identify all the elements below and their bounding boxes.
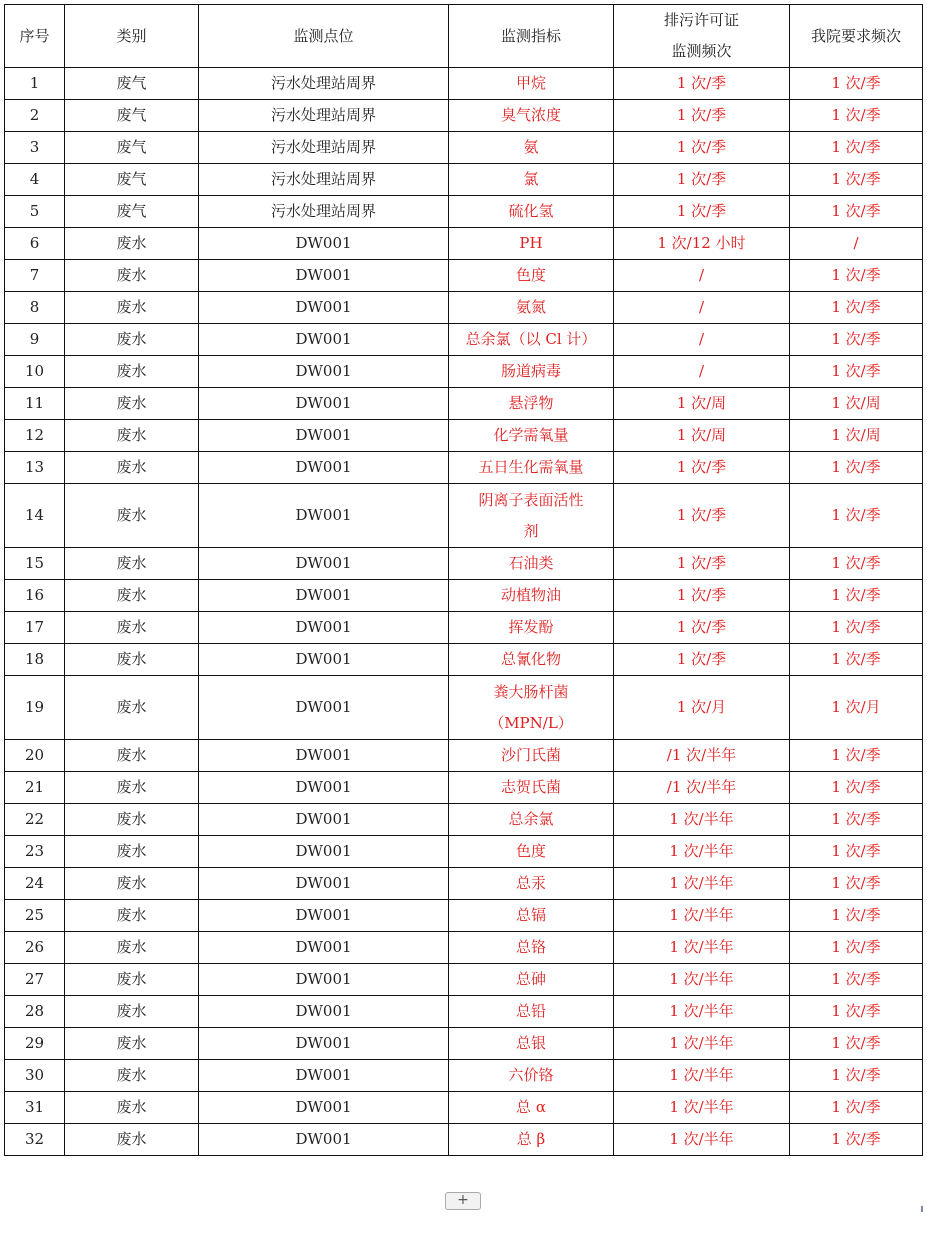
row-permit-frequency: 1 次/月 (614, 676, 790, 740)
row-indicator-line: 粪大肠杆菌 (493, 682, 569, 701)
row-seq: 20 (5, 740, 65, 772)
row-location: 污水处理站周界 (199, 100, 449, 132)
row-seq: 19 (5, 676, 65, 740)
row-category: 废水 (65, 420, 199, 452)
table-row (5, 1060, 923, 1092)
row-category: 废气 (65, 100, 199, 132)
row-category: 废水 (65, 324, 199, 356)
table-row (5, 676, 923, 740)
table-row (5, 612, 923, 644)
row-location: DW001 (199, 388, 449, 420)
row-permit-frequency: 1 次/季 (614, 196, 790, 228)
row-category: 废水 (65, 996, 199, 1028)
table-row (5, 484, 923, 548)
row-required-frequency: 1 次/季 (790, 1092, 923, 1124)
header-location: 监测点位 (199, 5, 449, 68)
row-required-frequency: 1 次/季 (790, 740, 923, 772)
row-seq: 5 (5, 196, 65, 228)
row-indicator: 五日生化需氧量 (449, 452, 614, 484)
row-permit-frequency: 1 次/季 (614, 100, 790, 132)
row-location: DW001 (199, 868, 449, 900)
row-location: DW001 (199, 548, 449, 580)
row-permit-frequency: 1 次/季 (614, 580, 790, 612)
row-permit-frequency: 1 次/半年 (614, 1060, 790, 1092)
row-category: 废水 (65, 772, 199, 804)
row-indicator: 氨氮 (449, 292, 614, 324)
row-permit-frequency: 1 次/半年 (614, 1092, 790, 1124)
row-category: 废水 (65, 932, 199, 964)
row-location: DW001 (199, 612, 449, 644)
row-location: DW001 (199, 772, 449, 804)
header-seq: 序号 (5, 5, 65, 68)
row-required-frequency: 1 次/周 (790, 420, 923, 452)
header-category: 类别 (65, 5, 199, 68)
row-required-frequency: 1 次/季 (790, 900, 923, 932)
row-location: DW001 (199, 900, 449, 932)
row-seq: 9 (5, 324, 65, 356)
row-category: 废气 (65, 132, 199, 164)
row-location: DW001 (199, 484, 449, 548)
row-permit-frequency: /1 次/半年 (614, 740, 790, 772)
table-row (5, 292, 923, 324)
row-indicator (449, 484, 614, 548)
table-row (5, 836, 923, 868)
table-row (5, 740, 923, 772)
row-permit-frequency: / (614, 260, 790, 292)
row-permit-frequency: 1 次/半年 (614, 900, 790, 932)
row-permit-frequency: 1 次/半年 (614, 868, 790, 900)
header-permit-line-1: 排污许可证 (663, 11, 739, 29)
table-row (5, 164, 923, 196)
row-category: 废水 (65, 388, 199, 420)
row-required-frequency: 1 次/季 (790, 132, 923, 164)
table-row (5, 260, 923, 292)
resize-handle[interactable] (921, 1206, 923, 1212)
row-seq: 4 (5, 164, 65, 196)
row-indicator-line: 阴离子表面活性 (478, 490, 584, 509)
row-permit-frequency: / (614, 324, 790, 356)
row-location: 污水处理站周界 (199, 196, 449, 228)
row-category: 废气 (65, 68, 199, 100)
row-seq: 11 (5, 388, 65, 420)
row-permit-frequency: 1 次/季 (614, 164, 790, 196)
row-seq: 18 (5, 644, 65, 676)
row-seq: 6 (5, 228, 65, 260)
row-required-frequency: 1 次/季 (790, 1028, 923, 1060)
row-category: 废水 (65, 964, 199, 996)
row-required-frequency: 1 次/季 (790, 292, 923, 324)
row-indicator: 硫化氢 (449, 196, 614, 228)
row-required-frequency: 1 次/季 (790, 100, 923, 132)
table-row (5, 356, 923, 388)
row-indicator: 甲烷 (449, 68, 614, 100)
row-seq: 3 (5, 132, 65, 164)
row-location: 污水处理站周界 (199, 164, 449, 196)
row-permit-frequency: 1 次/半年 (614, 836, 790, 868)
row-location: DW001 (199, 452, 449, 484)
row-permit-frequency: 1 次/半年 (614, 996, 790, 1028)
row-seq: 24 (5, 868, 65, 900)
row-permit-frequency: 1 次/周 (614, 388, 790, 420)
row-seq: 12 (5, 420, 65, 452)
row-indicator: 氨 (449, 132, 614, 164)
row-seq: 8 (5, 292, 65, 324)
row-seq: 10 (5, 356, 65, 388)
row-indicator: 总砷 (449, 964, 614, 996)
row-seq: 28 (5, 996, 65, 1028)
table-row (5, 228, 923, 260)
row-indicator: 挥发酚 (449, 612, 614, 644)
table-row (5, 196, 923, 228)
row-seq: 13 (5, 452, 65, 484)
row-category: 废水 (65, 740, 199, 772)
row-permit-frequency: 1 次/半年 (614, 804, 790, 836)
row-location: DW001 (199, 836, 449, 868)
row-indicator: 悬浮物 (449, 388, 614, 420)
row-location: DW001 (199, 964, 449, 996)
row-location: DW001 (199, 996, 449, 1028)
row-category: 废水 (65, 260, 199, 292)
row-required-frequency: / (790, 228, 923, 260)
row-required-frequency: 1 次/季 (790, 1060, 923, 1092)
row-permit-frequency: 1 次/半年 (614, 932, 790, 964)
row-permit-frequency: 1 次/周 (614, 420, 790, 452)
row-indicator: 色度 (449, 836, 614, 868)
table-row (5, 772, 923, 804)
row-location: DW001 (199, 228, 449, 260)
row-indicator: PH (449, 228, 614, 260)
row-seq: 26 (5, 932, 65, 964)
row-indicator-line: 剂 (523, 521, 539, 540)
table-row (5, 388, 923, 420)
row-category: 废水 (65, 676, 199, 740)
row-category: 废水 (65, 228, 199, 260)
row-category: 废水 (65, 1092, 199, 1124)
row-required-frequency: 1 次/季 (790, 484, 923, 548)
row-category: 废水 (65, 1028, 199, 1060)
row-indicator-line: （MPN/L） (489, 713, 573, 732)
row-permit-frequency: 1 次/季 (614, 452, 790, 484)
row-required-frequency: 1 次/季 (790, 932, 923, 964)
row-indicator: 总 β (449, 1124, 614, 1156)
row-indicator: 总余氯（以 Cl 计） (449, 324, 614, 356)
row-category: 废水 (65, 612, 199, 644)
row-location: DW001 (199, 1060, 449, 1092)
row-location: DW001 (199, 292, 449, 324)
row-seq: 14 (5, 484, 65, 548)
row-indicator: 总 α (449, 1092, 614, 1124)
row-location: 污水处理站周界 (199, 68, 449, 100)
row-permit-frequency: 1 次/季 (614, 644, 790, 676)
row-indicator: 总汞 (449, 868, 614, 900)
row-category: 废水 (65, 452, 199, 484)
row-category: 废水 (65, 1124, 199, 1156)
row-required-frequency: 1 次/周 (790, 388, 923, 420)
row-indicator: 肠道病毒 (449, 356, 614, 388)
monitoring-table (4, 4, 923, 1156)
row-indicator: 化学需氧量 (449, 420, 614, 452)
row-location: DW001 (199, 644, 449, 676)
row-category: 废水 (65, 292, 199, 324)
row-seq: 30 (5, 1060, 65, 1092)
row-seq: 7 (5, 260, 65, 292)
row-category: 废气 (65, 196, 199, 228)
row-indicator: 沙门氏菌 (449, 740, 614, 772)
row-seq: 1 (5, 68, 65, 100)
row-indicator: 总银 (449, 1028, 614, 1060)
row-permit-frequency: / (614, 292, 790, 324)
row-indicator: 总铬 (449, 932, 614, 964)
row-location: DW001 (199, 356, 449, 388)
header-permit-line-2: 监测频次 (671, 42, 732, 60)
row-seq: 15 (5, 548, 65, 580)
row-required-frequency: 1 次/季 (790, 260, 923, 292)
table-row (5, 452, 923, 484)
row-seq: 29 (5, 1028, 65, 1060)
row-permit-frequency: /1 次/半年 (614, 772, 790, 804)
header-indicator: 监测指标 (449, 5, 614, 68)
table-row (5, 580, 923, 612)
table-row (5, 932, 923, 964)
row-required-frequency: 1 次/季 (790, 996, 923, 1028)
row-category: 废水 (65, 484, 199, 548)
row-location: DW001 (199, 740, 449, 772)
row-required-frequency: 1 次/季 (790, 804, 923, 836)
table-row (5, 1124, 923, 1156)
row-required-frequency: 1 次/季 (790, 68, 923, 100)
row-indicator: 氯 (449, 164, 614, 196)
row-location: DW001 (199, 1092, 449, 1124)
row-category: 废水 (65, 644, 199, 676)
row-category: 废水 (65, 356, 199, 388)
row-category: 废水 (65, 580, 199, 612)
row-category: 废水 (65, 548, 199, 580)
table-row (5, 68, 923, 100)
row-permit-frequency: 1 次/季 (614, 132, 790, 164)
row-category: 废水 (65, 900, 199, 932)
table-row (5, 1092, 923, 1124)
header-row (5, 5, 923, 68)
row-required-frequency: 1 次/季 (790, 644, 923, 676)
row-permit-frequency: 1 次/季 (614, 612, 790, 644)
row-location: DW001 (199, 1124, 449, 1156)
row-category: 废水 (65, 804, 199, 836)
row-indicator: 臭气浓度 (449, 100, 614, 132)
header-required-frequency: 我院要求频次 (790, 5, 923, 68)
row-indicator: 志贺氏菌 (449, 772, 614, 804)
row-location: DW001 (199, 324, 449, 356)
row-required-frequency: 1 次/季 (790, 964, 923, 996)
row-required-frequency: 1 次/季 (790, 356, 923, 388)
row-required-frequency: 1 次/月 (790, 676, 923, 740)
row-required-frequency: 1 次/季 (790, 452, 923, 484)
add-row-button[interactable]: + (445, 1192, 481, 1210)
row-location: DW001 (199, 260, 449, 292)
row-indicator: 色度 (449, 260, 614, 292)
row-location: DW001 (199, 932, 449, 964)
row-required-frequency: 1 次/季 (790, 772, 923, 804)
row-indicator: 总氰化物 (449, 644, 614, 676)
row-indicator: 总铅 (449, 996, 614, 1028)
row-location: DW001 (199, 420, 449, 452)
row-required-frequency: 1 次/季 (790, 868, 923, 900)
row-required-frequency: 1 次/季 (790, 612, 923, 644)
table-row (5, 644, 923, 676)
row-permit-frequency: 1 次/季 (614, 484, 790, 548)
row-location: DW001 (199, 804, 449, 836)
row-indicator: 总余氯 (449, 804, 614, 836)
row-seq: 21 (5, 772, 65, 804)
row-indicator: 动植物油 (449, 580, 614, 612)
table-row (5, 420, 923, 452)
row-permit-frequency: 1 次/半年 (614, 1028, 790, 1060)
row-permit-frequency: 1 次/季 (614, 68, 790, 100)
table-row (5, 132, 923, 164)
row-category: 废水 (65, 836, 199, 868)
row-permit-frequency: 1 次/季 (614, 548, 790, 580)
row-permit-frequency: 1 次/半年 (614, 1124, 790, 1156)
row-indicator (449, 676, 614, 740)
row-seq: 22 (5, 804, 65, 836)
table-row (5, 868, 923, 900)
header-permit-frequency (614, 5, 790, 68)
row-indicator: 总镉 (449, 900, 614, 932)
table-row (5, 548, 923, 580)
row-required-frequency: 1 次/季 (790, 324, 923, 356)
table-row (5, 324, 923, 356)
row-required-frequency: 1 次/季 (790, 196, 923, 228)
row-seq: 2 (5, 100, 65, 132)
row-indicator: 六价铬 (449, 1060, 614, 1092)
row-permit-frequency: / (614, 356, 790, 388)
row-location: DW001 (199, 676, 449, 740)
row-permit-frequency: 1 次/半年 (614, 964, 790, 996)
row-category: 废水 (65, 868, 199, 900)
table-row (5, 1028, 923, 1060)
row-location: DW001 (199, 1028, 449, 1060)
row-location: DW001 (199, 580, 449, 612)
row-seq: 27 (5, 964, 65, 996)
table-row (5, 964, 923, 996)
row-required-frequency: 1 次/季 (790, 548, 923, 580)
row-required-frequency: 1 次/季 (790, 836, 923, 868)
row-seq: 17 (5, 612, 65, 644)
row-required-frequency: 1 次/季 (790, 164, 923, 196)
row-indicator: 石油类 (449, 548, 614, 580)
row-required-frequency: 1 次/季 (790, 580, 923, 612)
row-required-frequency: 1 次/季 (790, 1124, 923, 1156)
row-seq: 25 (5, 900, 65, 932)
row-seq: 31 (5, 1092, 65, 1124)
row-location: 污水处理站周界 (199, 132, 449, 164)
row-category: 废水 (65, 1060, 199, 1092)
table-row (5, 900, 923, 932)
row-category: 废气 (65, 164, 199, 196)
table-row (5, 996, 923, 1028)
row-permit-frequency: 1 次/12 小时 (614, 228, 790, 260)
row-seq: 32 (5, 1124, 65, 1156)
table-row (5, 804, 923, 836)
table-row (5, 100, 923, 132)
row-seq: 23 (5, 836, 65, 868)
row-seq: 16 (5, 580, 65, 612)
